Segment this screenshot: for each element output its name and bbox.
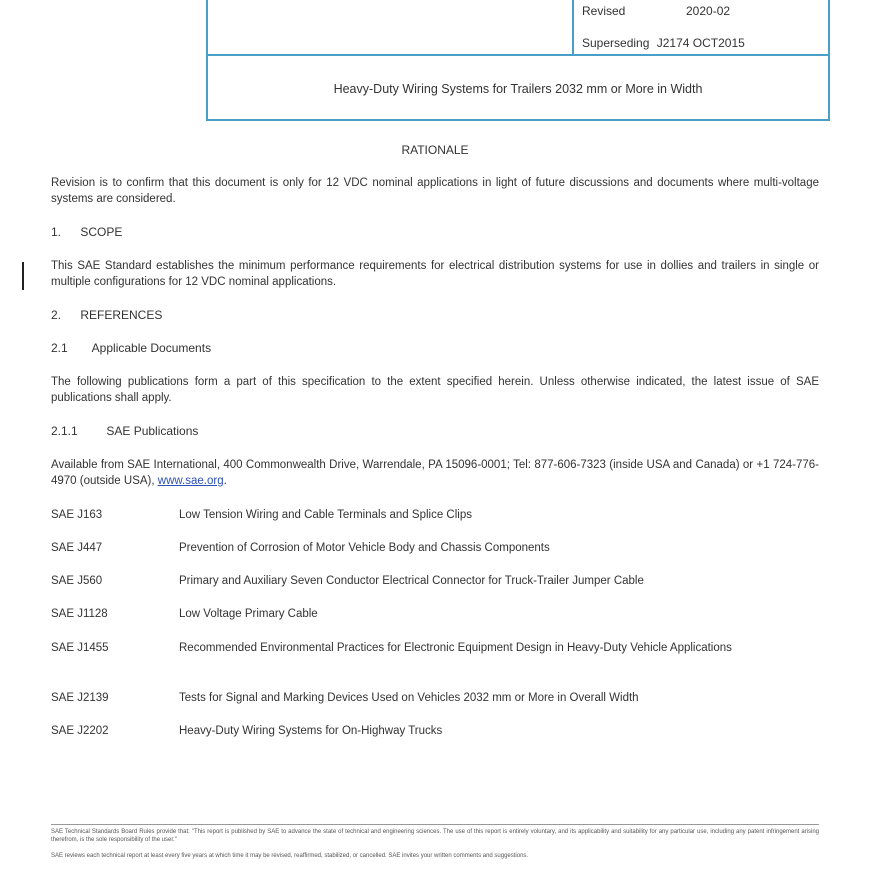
reference-title: Low Tension Wiring and Cable Terminals and Splice Clips [179, 509, 472, 521]
reference-code: SAE J1455 [51, 642, 109, 654]
reference-title: Recommended Environmental Practices for Electronic Equipment Design in Heavy-Duty Vehicle Applications [179, 642, 732, 654]
applicable-documents-heading [51, 341, 211, 355]
references-heading [51, 308, 162, 322]
reference-code: SAE J447 [51, 542, 103, 554]
sae-address-end: . [223, 475, 227, 487]
revised-value: 2020-02 [686, 4, 731, 18]
applicable-documents-text: The following publications form a part of this specification to the extent specified herein. Unless otherwise indicated, the latest issue of SAE publications shall apply. [51, 376, 819, 404]
revised-row [582, 4, 731, 18]
revised-label: Revised [582, 4, 626, 18]
reference-title: Tests for Signal and Marking Devices Used on Vehicles 2032 mm or More in Overall Width [179, 692, 639, 704]
reference-code: SAE J163 [51, 509, 103, 521]
superseding-value: J2174 OCT2015 [656, 36, 745, 50]
scope-title: SCOPE [80, 225, 123, 239]
sae-publications-heading [51, 424, 198, 438]
header-divider [208, 54, 828, 56]
reference-code: SAE J2139 [51, 692, 109, 704]
sae-website-link[interactable]: www.sae.org [157, 475, 224, 487]
reference-code: SAE J2202 [51, 725, 109, 737]
sae-publications-text [51, 457, 819, 489]
reference-code: SAE J560 [51, 575, 103, 587]
references-title: REFERENCES [80, 308, 163, 322]
scope-number: 1. [51, 225, 62, 239]
footer-divider [51, 824, 819, 825]
superseding-label: Superseding [582, 36, 650, 50]
revision-info-cell [572, 0, 830, 56]
scope-text: This SAE Standard establishes the minimum performance requirements for electrical distribution systems for use in dollies and trailers in single or multiple configurations for 12 VDC nominal applications. [51, 260, 819, 288]
rationale-heading: RATIONALE [401, 143, 469, 157]
sae-publications-number: 2.1.1 [51, 424, 78, 438]
applicable-documents-title: Applicable Documents [91, 341, 212, 355]
reference-title: Heavy-Duty Wiring Systems for On-Highway Trucks [179, 725, 443, 737]
reference-title: Prevention of Corrosion of Motor Vehicle Body and Chassis Components [179, 542, 550, 554]
change-bar [22, 262, 24, 290]
scope-heading [51, 225, 122, 239]
sae-address-text: Available from SAE International, 400 Commonwealth Drive, Warrendale, PA 15096-0001; Tel: 877-606-7323 (inside USA and Canada) or +1 724-776-4970 (outside USA), [51, 459, 819, 487]
applicable-documents-number: 2.1 [51, 341, 68, 355]
sae-publications-title: SAE Publications [106, 424, 199, 438]
document-header-box [206, 0, 830, 121]
reference-code: SAE J1128 [51, 608, 108, 620]
footer-review-note: SAE reviews each technical report at least every five years at which time it may be revised, reaffirmed, stabilized, or cancelled. SAE invites your written comments and suggestions. [51, 853, 529, 859]
document-title: Heavy-Duty Wiring Systems for Trailers 2032 mm or More in Width [333, 82, 703, 96]
superseding-row [582, 36, 745, 50]
reference-title: Primary and Auxiliary Seven Conductor Electrical Connector for Truck-Trailer Jumper Cable [179, 575, 644, 587]
reference-title: Low Voltage Primary Cable [179, 608, 318, 620]
rationale-text: Revision is to confirm that this document is only for 12 VDC nominal applications in light of future discussions and documents where multi-voltage systems are considered. [51, 177, 819, 205]
footer-disclaimer: SAE Technical Standards Board Rules provide that: "This report is published by SAE to advance the state of technical and engineering sciences. The use of this report is entirely voluntary, and its applicability and suitability for any particular use, including any patent infringement arising therefrom, is the sole responsibility of the user." [51, 829, 819, 843]
references-number: 2. [51, 308, 62, 322]
